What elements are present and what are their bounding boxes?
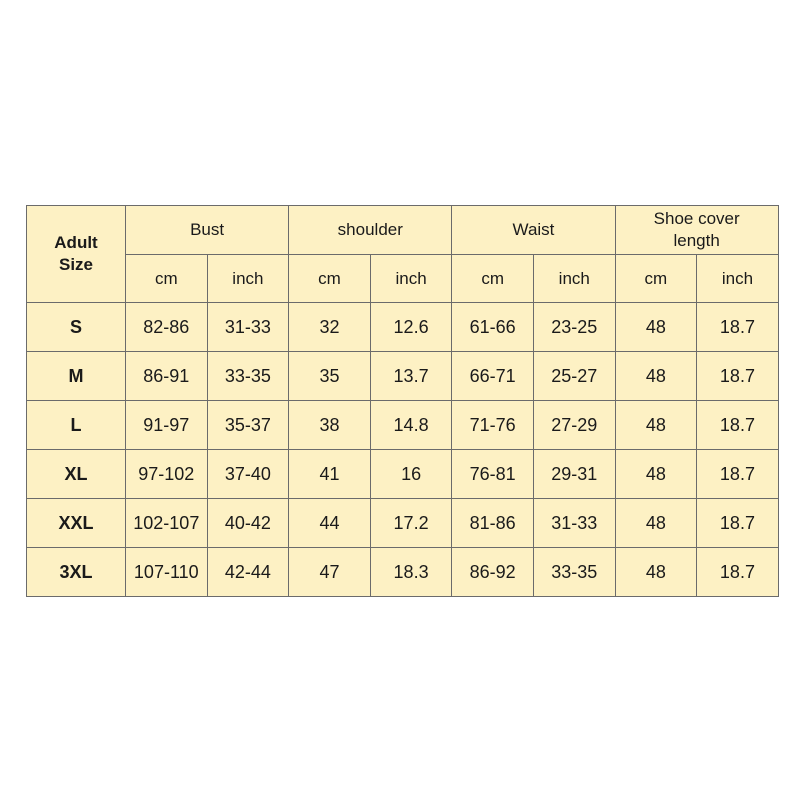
bust-cm-cell: 97-102 <box>126 450 208 499</box>
group-header-bust <box>126 206 289 255</box>
waist-inch-cell: 27-29 <box>533 401 615 450</box>
bust-cm-cell: 86-91 <box>126 352 208 401</box>
adult-size-header-line1: Adult <box>54 233 98 252</box>
waist-cm-cell: 81-86 <box>452 499 534 548</box>
group-header-waist-label: Waist <box>512 220 555 239</box>
shoe-cover-cm-cell: 48 <box>615 499 697 548</box>
bust-cm-cell: 102-107 <box>126 499 208 548</box>
shoulder-inch-cell: 13.7 <box>370 352 452 401</box>
adult-size-header <box>27 206 126 303</box>
shoe-cover-cm-cell: 48 <box>615 548 697 597</box>
table-row <box>27 548 779 597</box>
size-label-cell: L <box>27 401 126 450</box>
waist-inch-cell: 25-27 <box>533 352 615 401</box>
shoulder-cm-cell: 41 <box>289 450 371 499</box>
bust-cm-cell: 91-97 <box>126 401 208 450</box>
unit-header-bust-inch: inch <box>207 255 289 303</box>
size-label-cell: 3XL <box>27 548 126 597</box>
size-label-cell: M <box>27 352 126 401</box>
group-header-shoulder-label: shoulder <box>337 220 403 239</box>
shoulder-inch-cell: 12.6 <box>370 303 452 352</box>
shoe-cover-inch-cell: 18.7 <box>697 401 779 450</box>
size-label-cell: XL <box>27 450 126 499</box>
bust-inch-cell: 40-42 <box>207 499 289 548</box>
bust-inch-cell: 33-35 <box>207 352 289 401</box>
waist-cm-cell: 66-71 <box>452 352 534 401</box>
table-row <box>27 450 779 499</box>
shoulder-inch-cell: 17.2 <box>370 499 452 548</box>
shoulder-inch-cell: 18.3 <box>370 548 452 597</box>
header-row-groups <box>27 206 779 255</box>
group-header-waist <box>452 206 615 255</box>
bust-inch-cell: 37-40 <box>207 450 289 499</box>
shoulder-inch-cell: 14.8 <box>370 401 452 450</box>
unit-header-bust-cm: cm <box>126 255 208 303</box>
waist-inch-cell: 31-33 <box>533 499 615 548</box>
shoulder-inch-cell: 16 <box>370 450 452 499</box>
shoulder-cm-cell: 35 <box>289 352 371 401</box>
shoe-cover-cm-cell: 48 <box>615 352 697 401</box>
bust-inch-cell: 31-33 <box>207 303 289 352</box>
shoe-cover-cm-cell: 48 <box>615 401 697 450</box>
shoe-cover-inch-cell: 18.7 <box>697 450 779 499</box>
table-row <box>27 352 779 401</box>
bust-inch-cell: 35-37 <box>207 401 289 450</box>
header-row-units <box>27 255 779 303</box>
adult-size-header-line2: Size <box>58 255 94 274</box>
size-label-cell: S <box>27 303 126 352</box>
group-header-shoe-cover-length <box>615 206 778 255</box>
unit-header-waist-inch: inch <box>533 255 615 303</box>
waist-cm-cell: 61-66 <box>452 303 534 352</box>
shoe-cover-inch-cell: 18.7 <box>697 499 779 548</box>
shoulder-cm-cell: 44 <box>289 499 371 548</box>
unit-header-shoulder-inch: inch <box>370 255 452 303</box>
size-chart-table <box>26 205 779 597</box>
waist-cm-cell: 71-76 <box>452 401 534 450</box>
unit-header-shoe-cm: cm <box>615 255 697 303</box>
unit-header-shoe-inch: inch <box>697 255 779 303</box>
group-header-shoe-cover-line1: Shoe cover <box>653 209 740 228</box>
waist-cm-cell: 86-92 <box>452 548 534 597</box>
group-header-shoe-cover-line2: length <box>673 231 720 250</box>
group-header-bust-label: Bust <box>190 220 225 239</box>
table-row <box>27 499 779 548</box>
waist-inch-cell: 33-35 <box>533 548 615 597</box>
shoe-cover-inch-cell: 18.7 <box>697 352 779 401</box>
shoe-cover-cm-cell: 48 <box>615 303 697 352</box>
unit-header-shoulder-cm: cm <box>289 255 371 303</box>
table-row <box>27 401 779 450</box>
table-row <box>27 303 779 352</box>
shoulder-cm-cell: 32 <box>289 303 371 352</box>
shoe-cover-cm-cell: 48 <box>615 450 697 499</box>
shoe-cover-inch-cell: 18.7 <box>697 548 779 597</box>
bust-inch-cell: 42-44 <box>207 548 289 597</box>
unit-header-waist-cm: cm <box>452 255 534 303</box>
bust-cm-cell: 82-86 <box>126 303 208 352</box>
waist-cm-cell: 76-81 <box>452 450 534 499</box>
size-label-cell: XXL <box>27 499 126 548</box>
waist-inch-cell: 23-25 <box>533 303 615 352</box>
shoe-cover-inch-cell: 18.7 <box>697 303 779 352</box>
bust-cm-cell: 107-110 <box>126 548 208 597</box>
group-header-shoulder <box>289 206 452 255</box>
shoulder-cm-cell: 38 <box>289 401 371 450</box>
waist-inch-cell: 29-31 <box>533 450 615 499</box>
shoulder-cm-cell: 47 <box>289 548 371 597</box>
